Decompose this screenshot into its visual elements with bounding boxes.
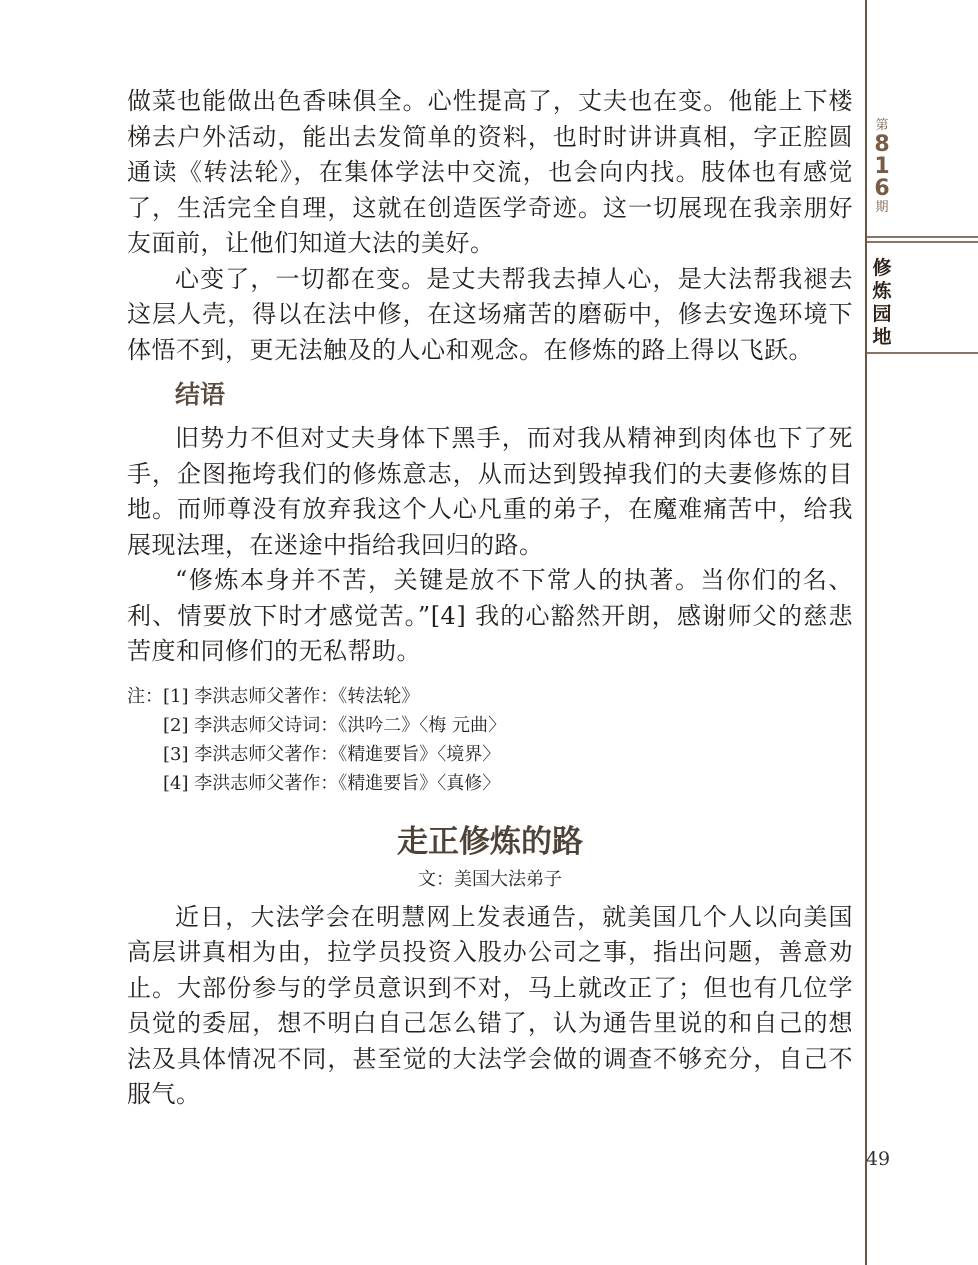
page-content xyxy=(127,84,853,1113)
paragraph: 近日，大法学会在明慧网上发表通告，就美国几个人以向美国高层讲真相为由，拉学员投资入股办公司之事，指出问题，善意劝止。大部份参与的学员意识到不对，马上就改正了；但也有几位学员觉的委屈，想不明白自己怎么错了，认为通告里说的和自己的想法及具体情况不同，甚至觉的大法学会做的调查不够充分，自己不服气。 xyxy=(127,902,853,1108)
sidebar-divider xyxy=(867,352,978,354)
paragraph: 做菜也能做出色香味俱全。心性提高了，丈夫也在变。他能上下楼梯去户外活动，能出去发简单的资料，也时时讲讲真相，字正腔圆通读《转法轮》，在集体学法中交流，也会向内找。肢体也有感觉了，生活完全自理，这就在创造医学奇迹。这一切展现在我亲朋好友面前，让他们知道大法的美好。 xyxy=(127,87,853,257)
issue-label xyxy=(867,118,897,216)
issue-suffix: 期 xyxy=(875,200,889,215)
sidebar-divider xyxy=(867,236,978,238)
section-heading: 结语 xyxy=(175,380,226,409)
footnote: [4] 李洪志师父著作：《精進要旨》〈真修〉 xyxy=(163,772,501,794)
footnotes xyxy=(127,682,853,798)
issue-digit: 6 xyxy=(874,176,890,201)
article-title: 走正修炼的路 xyxy=(397,823,583,860)
byline: 文：美国大法弟子 xyxy=(418,868,562,890)
footnote: 注：[1] 李洪志师父著作：《转法轮》 xyxy=(127,685,420,707)
issue-prefix: 第 xyxy=(875,118,889,133)
issue-digit: 8 xyxy=(874,132,890,157)
page-number: 49 xyxy=(865,1148,891,1170)
paragraph: 旧势力不但对丈夫身体下黑手，而对我从精神到肉体也下了死手，企图拖垮我们的修炼意志，从而达到毁掉我们的夫妻修炼的目地。而师尊没有放弃我这个人心凡重的弟子，在魔难痛苦中，给我展现法理，在迷途中指给我回归的路。 xyxy=(127,424,853,559)
section-char: 炼 xyxy=(872,280,892,302)
footnote: [3] 李洪志师父著作：《精進要旨》〈境界〉 xyxy=(163,743,501,765)
section-char: 园 xyxy=(872,303,892,325)
sidebar-divider xyxy=(867,241,978,243)
footnote: [2] 李洪志师父诗词：《洪吟二》〈梅 元曲〉 xyxy=(163,714,506,736)
paragraph: “修炼本身并不苦，关键是放不下常人的执著。当你们的名、利、情要放下时才感觉苦。”[4] 我的心豁然开朗，感谢师父的慈悲苦度和同修们的无私帮助。 xyxy=(127,566,853,665)
section-char: 地 xyxy=(872,326,892,348)
section-char: 修 xyxy=(872,257,892,279)
issue-digit: 1 xyxy=(874,154,890,179)
section-tag xyxy=(870,257,894,349)
paragraph: 心变了，一切都在变。是丈夫帮我去掉人心，是大法帮我褪去这层人壳，得以在法中修，在这场痛苦的磨砺中，修去安逸环境下体悟不到，更无法触及的人心和观念。在修炼的路上得以飞跃。 xyxy=(127,264,853,364)
